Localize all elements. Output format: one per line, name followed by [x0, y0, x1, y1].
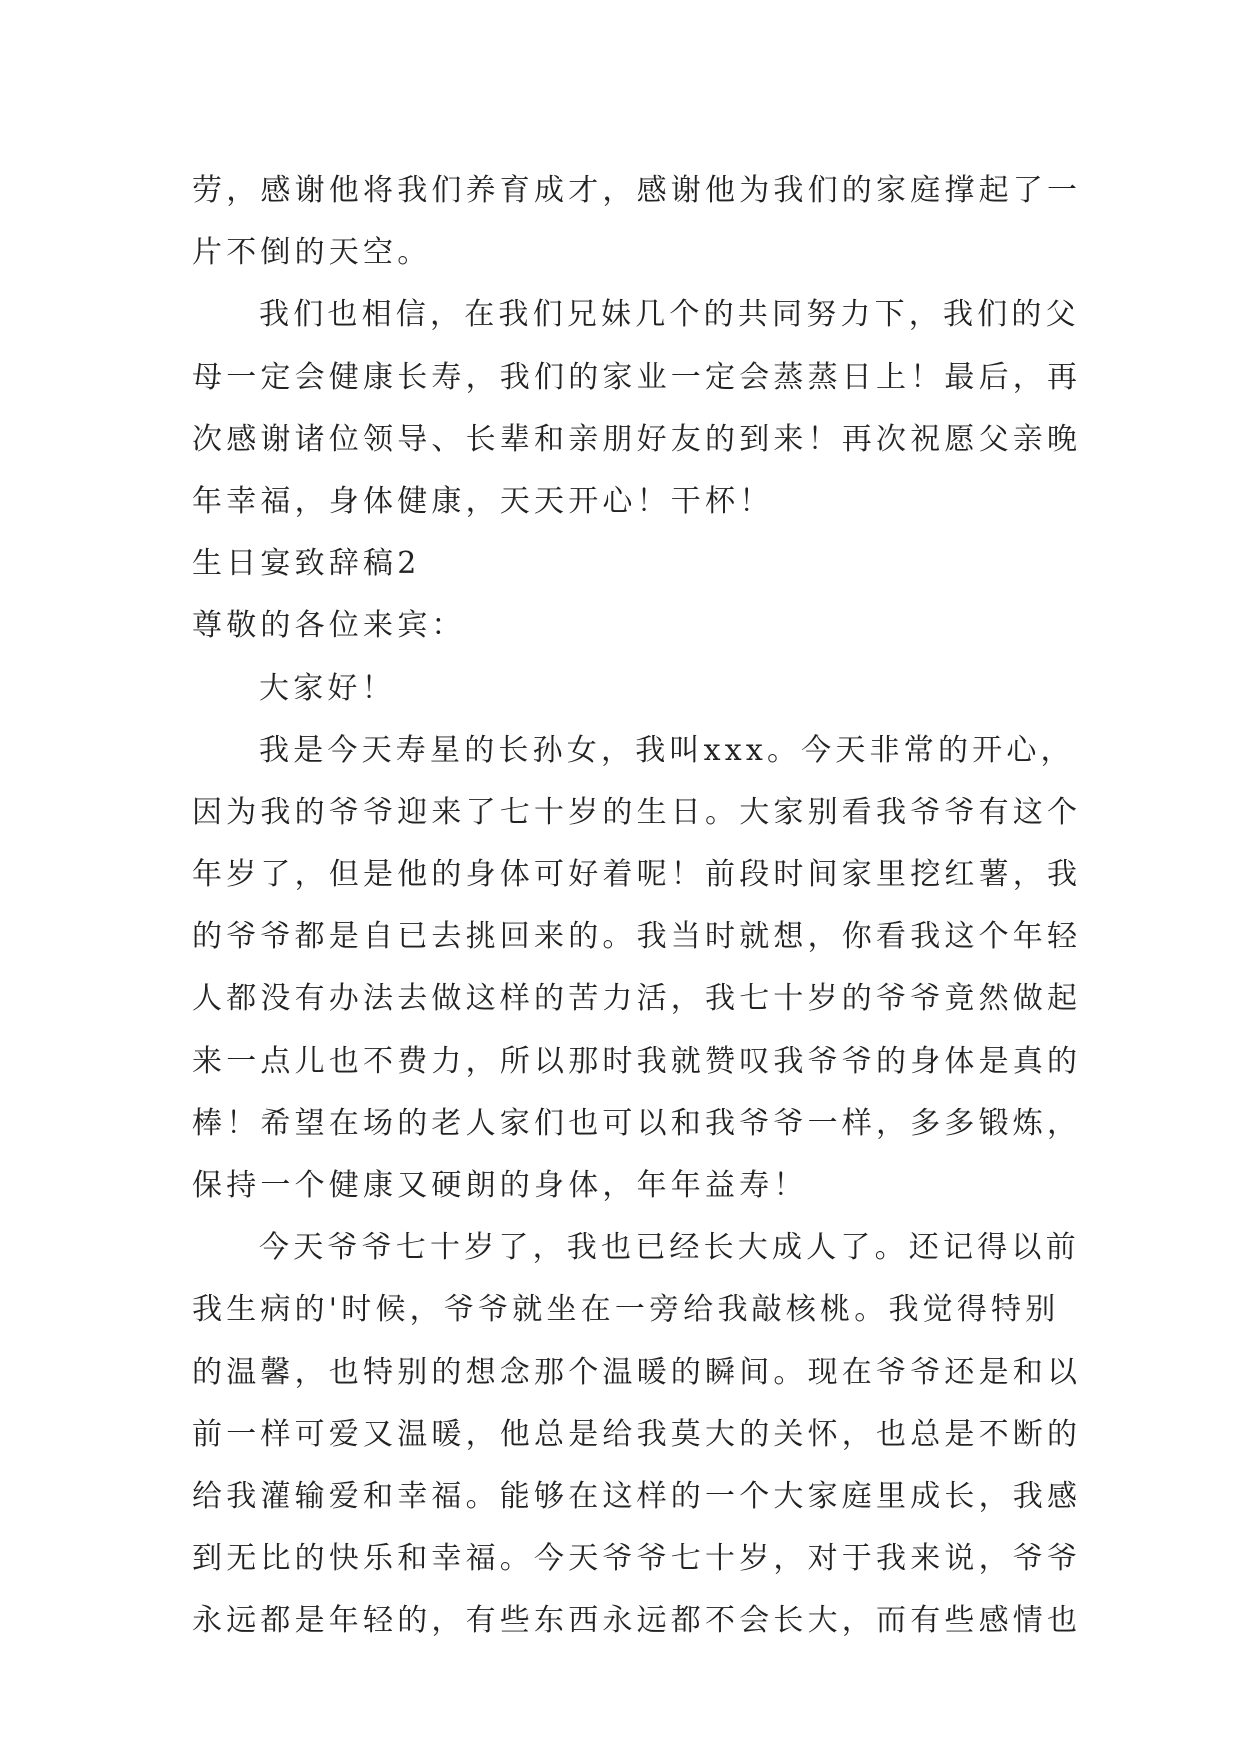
text-line: 片不倒的天空。 — [192, 235, 432, 271]
text-line: 母一定会健康长寿，我们的家业一定会蒸蒸日上！最后，再 — [192, 359, 1082, 395]
text-line: 保持一个健康又硬朗的身体，年年益寿！ — [192, 1168, 808, 1203]
text-line: 的温馨，也特别的想念那个温暖的瞬间。现在爷爷还是和以 — [192, 1354, 1082, 1390]
text-line: 我是今天寿星的长孙女，我叫xxx。今天非常的开心， — [259, 732, 1075, 768]
text-line: 前一样可爱又温暖，他总是给我莫大的关怀，也总是不断的 — [192, 1416, 1082, 1452]
salutation: 尊敬的各位来宾： — [192, 608, 466, 644]
text-line: 年岁了，但是他的身体可好着呢！前段时间家里挖红薯，我 — [192, 857, 1082, 893]
text-line: 劳，感谢他将我们养育成才，感谢他为我们的家庭撑起了一 — [192, 173, 1082, 208]
text-line: 我生病的'时候，爷爷就坐在一旁给我敲核桃。我觉得特别 — [192, 1292, 1060, 1328]
greeting: 大家好！ — [259, 670, 396, 706]
text-line: 我们也相信，在我们兄妹几个的共同努力下，我们的父 — [259, 297, 1080, 333]
text-line: 人都没有办法去做这样的苦力活，我七十岁的爷爷竟然做起 — [192, 981, 1082, 1017]
text-line: 棒！希望在场的老人家们也可以和我爷爷一样，多多锻炼， — [192, 1105, 1082, 1141]
text-line: 给我灌输爱和幸福。能够在这样的一个大家庭里成长，我感 — [192, 1478, 1082, 1514]
text-line: 年幸福，身体健康，天天开心！干杯！ — [192, 483, 774, 519]
text-line: 到无比的快乐和幸福。今天爷爷七十岁，对于我来说，爷爷 — [192, 1541, 1082, 1577]
text-line: 来一点儿也不费力，所以那时我就赞叹我爷爷的身体是真的 — [192, 1043, 1082, 1079]
text-line: 次感谢诸位领导、长辈和亲朋好友的到来！再次祝愿父亲晚 — [192, 421, 1082, 457]
section-heading: 生日宴致辞稿2 — [192, 546, 421, 582]
text-line: 因为我的爷爷迎来了七十岁的生日。大家别看我爷爷有这个 — [192, 794, 1082, 830]
text-line: 的爷爷都是自已去挑回来的。我当时就想，你看我这个年轻 — [192, 919, 1082, 955]
document-body — [192, 160, 1082, 1653]
text-line: 今天爷爷七十岁了，我也已经长大成人了。还记得以前 — [259, 1230, 1080, 1266]
text-line: 永远都是年轻的，有些东西永远都不会长大，而有些感情也 — [192, 1603, 1082, 1639]
